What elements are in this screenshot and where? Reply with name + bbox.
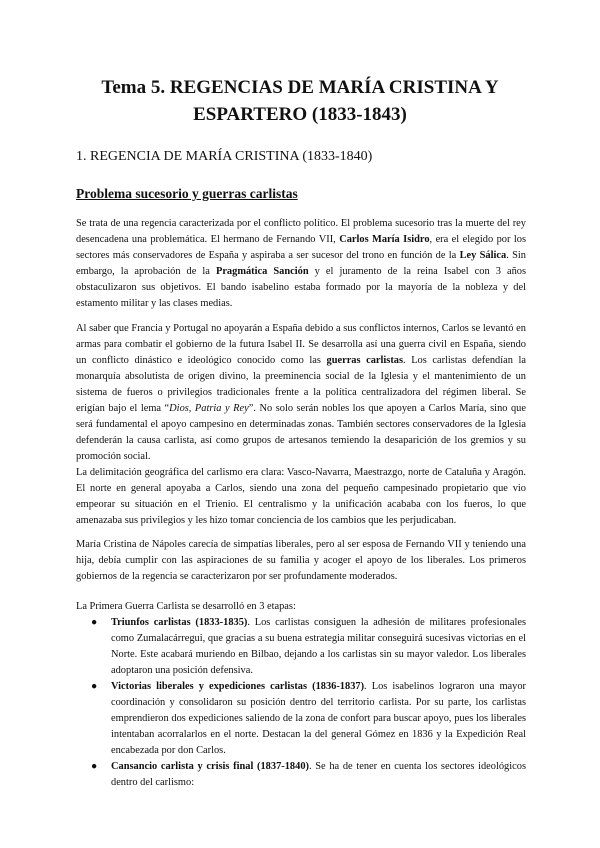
list-item [76,679,526,759]
p1-text-e: . Sin embargo, la aprobación de la [76,250,526,277]
p2-text-a: Al saber que Francia y Portugal no apoyarán a España debido a sus conflictos internos, Carlos se levantó en armas para combatir el gobierno de la futura Isabel II. Se desarrolla así una guerra civil en España, siendo un conflicto dinástico e ideológico conocido como las [76,323,526,366]
p1-bold-carlos: Carlos María Isidro [339,234,430,245]
paragraph-4: María Cristina de Nápoles carecía de simpatías liberales, pero al ser esposa de Fernando VII y teniendo una hija, debía cumplir con las aspiraciones de su familia y acoger el apoyo de los liberales. Los primeros gobiernos de la regencia se caracterizaron por ser profundamente moderados. [76,539,526,582]
subheading: Problema sucesorio y guerras carlistas [76,186,298,201]
p1-text-g: y el juramento de la reina Isabel con 3 años obstaculizaron sus objetivos. El bando isabelino estaba formado por la mayoría de la nobleza y del estamento militar y las clases medias. [76,266,527,309]
paragraph-2 [76,321,526,465]
p2-text-e: ”. No solo serán nobles los que apoyen a Carlos María, sino que será fundamental el apoyo campesino en determinadas zonas. También sectores conservadores de la Iglesia defenderán la causa carlista, así como grupos de artesanos temiendo la desaparición de los gremios y su promoción social. [76,403,526,462]
stages-list [76,599,526,791]
list-item [76,615,526,679]
list-item-title: Cansancio carlista y crisis final (1837-1840) [111,761,309,772]
p2-italic-lema: Dios, Patria y Rey [169,403,249,414]
document-title [60,74,540,128]
list-item [76,759,526,791]
section-heading: 1. REGENCIA DE MARÍA CRISTINA (1833-1840) [76,149,373,164]
list-item-title: Triunfos carlistas (1833-1835) [111,617,248,628]
p1-text-c: , era el elegido por los sectores más conservadores de España y aspiraba a ser sucesor del trono en función de la [76,234,526,261]
p2-bold-guerras: guerras carlistas [326,355,404,366]
bullet-icon: ● [91,617,98,628]
title-line-2: ESPARTERO (1833-1843) [193,104,407,125]
p1-bold-pragmatica: Pragmática Sanción [215,266,309,277]
list-item-text: . Los isabelinos lograron una mayor coordinación y consolidaron su posición dentro del territorio carlista. Por su parte, los carlistas emprendieron dos expediciones saliendo de la zona de confort para buscar apoyo, pues los liberales intentaban acorralarlos en el norte. Destacan la del general Gómez en 1836 y la Expedición Real encabezada por don Carlos. [111,681,526,756]
paragraph-3: La delimitación geográfica del carlismo era clara: Vasco-Navarra, Maestrazgo, norte de Cataluña y Aragón. El norte en general apoyaba a Carlos, siendo una zona del pequeño campesinado propietario que vio empeorar su situación en el Trienio. El centralismo y la unificación acababa con los fueros, lo que amenazaba sus privilegios y les hizo tomar conciencia de los cambios que les perjudicaban. [76,467,526,526]
list-item-text: . Se ha de tener en cuenta los sectores ideológicos dentro del carlismo: [111,761,526,788]
p2-text-c: . Los carlistas defendían la monarquía absolutista de origen divino, la preeminencia social de la Iglesia y el mantenimiento de un sistema de fueros o privilegios tradicionales frente a la política centralizadora del régimen liberal. Se erigían bajo el lema “ [76,355,526,414]
title-line-1: Tema 5. REGENCIAS DE MARÍA CRISTINA Y [101,77,499,98]
list-item-title: Victorias liberales y expediciones carlistas (1836-1837) [111,681,365,692]
p1-bold-ley-salica: Ley Sálica [459,250,507,261]
list-item-text: . Los carlistas consiguen la adhesión de militares profesionales como Zumalacárregui, que gracias a su buena estrategia militar conseguirá sucesivas victorias en el Norte. Este acabará muriendo en Bilbao, dejando a los carlistas sin su mayor valedor. Los liberales adoptaron una posición defensiva. [111,617,526,676]
p1-text-a: Se trata de una regencia caracterizada por el conflicto político. El problema sucesorio tras la muerte del rey desencadena una problemática. El hermano de Fernando VII, [76,218,526,245]
bullet-icon: ● [91,681,98,692]
paragraph-1 [76,216,526,312]
list-intro: La Primera Guerra Carlista se desarrolló en 3 etapas: [76,601,296,612]
bullet-icon: ● [91,761,98,772]
